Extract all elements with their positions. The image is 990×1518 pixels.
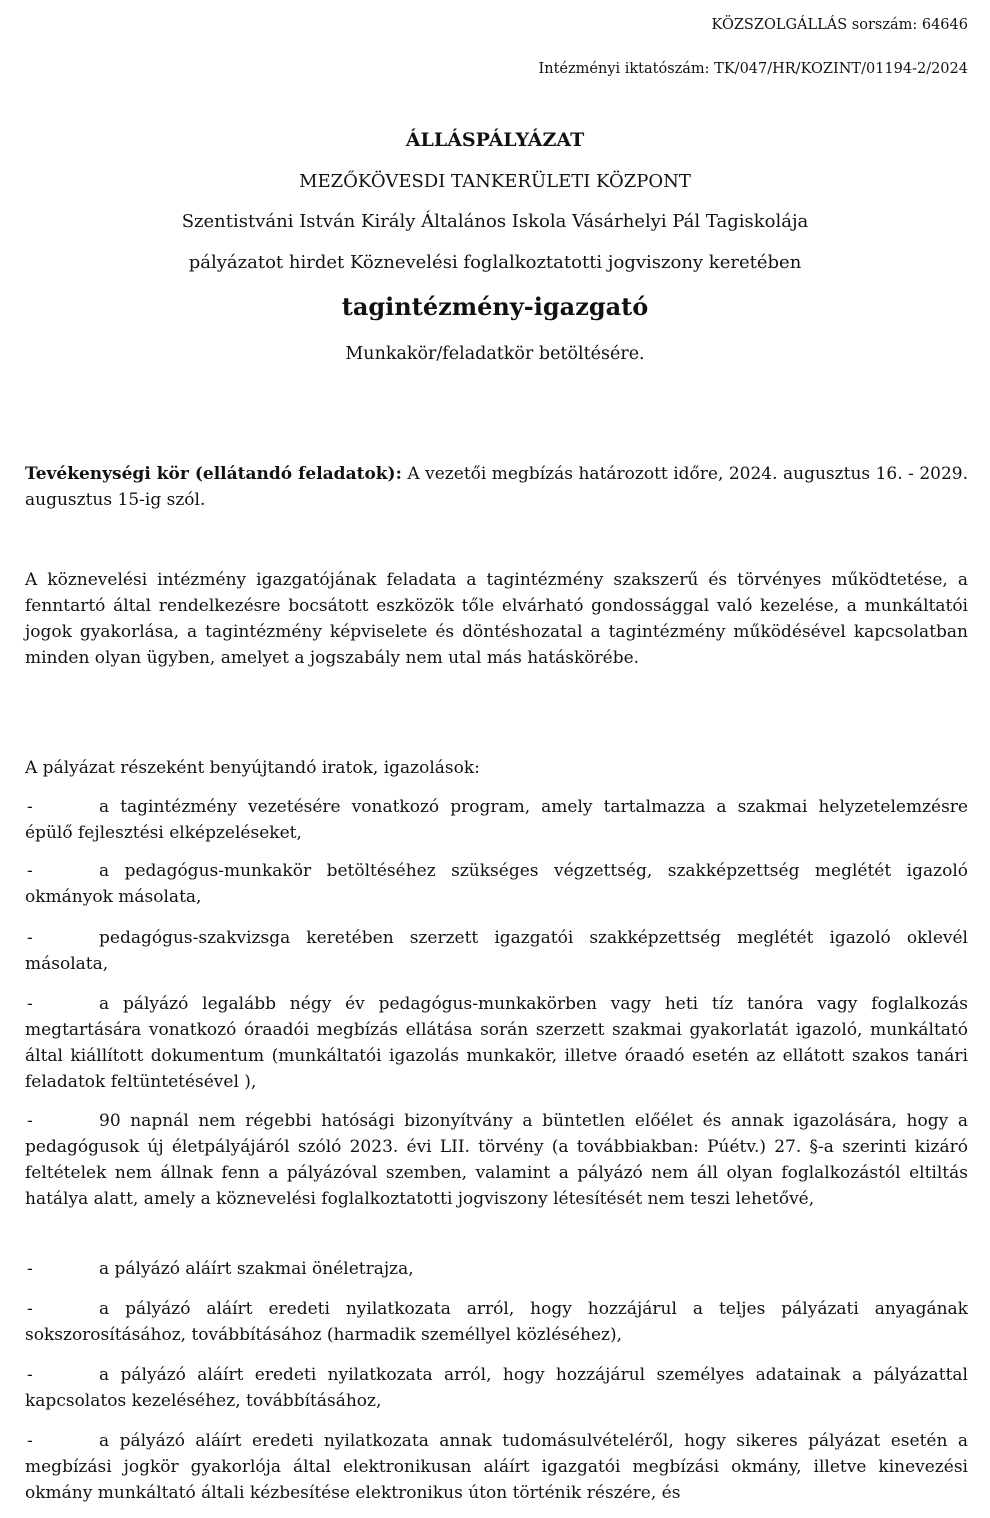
list-bullet: -	[27, 1259, 33, 1279]
list-bullet: -	[27, 1431, 33, 1451]
list-bullet: -	[27, 928, 33, 948]
list-bullet: -	[27, 1299, 33, 1319]
list-bullet: -	[27, 994, 33, 1014]
list-item: - a pedagógus-munkakör betöltéséhez szükséges végzettség, szakképzettség meglétét igazoló okmányok másolata,	[25, 858, 968, 910]
activity-paragraph	[25, 461, 968, 513]
position-title: tagintézmény-igazgató	[341, 292, 649, 321]
list-bullet: -	[27, 1365, 33, 1385]
registry-number: Intézményi iktatószám: TK/047/HR/KOZINT/01194-2/2024	[538, 61, 968, 77]
duties-paragraph: A köznevelési intézmény igazgatójának feladata a tagintézmény szakszerű és törvényes működtetése, a fenntartó által rendelkezésre bocsátott eszközök tőle elvárható gondossággal való kezelése, a munkáltatói jogok gyakorlása, a tagintézmény képviselete és döntéshozatal a tagintézmény működésével kapcsolatban minden olyan ügyben, amelyet a jogszabály nem utal más hatáskörébe.	[25, 570, 968, 668]
activity-text: A vezetői megbízás határozott időre, 2024. augusztus 16. - 2029. augusztus 15-ig szól.	[25, 464, 969, 510]
list-item: - a pályázó aláírt szakmai önéletrajza,	[25, 1256, 968, 1282]
list-bullet: -	[27, 1111, 33, 1131]
document-title: ÁLLÁSPÁLYÁZAT	[405, 129, 585, 151]
list-item: - a tagintézmény vezetésére vonatkozó program, amely tartalmazza a szakmai helyzetelemzésre épülő fejlesztési elképzeléseket,	[25, 794, 968, 846]
list-item: - a pályázó aláírt eredeti nyilatkozata arról, hogy hozzájárul a teljes pályázati anyagának sokszorosításához, továbbításához (harmadik személlyel közléséhez),	[25, 1296, 968, 1348]
activity-label: Tevékenységi kör (ellátandó feladatok):	[25, 464, 402, 484]
school-name: Szentistváni István Király Általános Iskola Vásárhelyi Pál Tagiskolája	[181, 211, 809, 232]
list-bullet: -	[27, 797, 33, 817]
list-item: - a pályázó aláírt eredeti nyilatkozata annak tudomásulvételéről, hogy sikeres pályázat esetén a megbízási jogkör gyakorlója által elektronikusan aláírt igazgatói megbízási okmány, illetve kinevezési okmány munkáltató általi kézbesítése elektronikus úton történik részére, és	[25, 1428, 968, 1506]
list-item: - a pályázó aláírt eredeti nyilatkozata arról, hogy hozzájárul személyes adatainak a pályázattal kapcsolatos kezeléséhez, továbbításához,	[25, 1362, 968, 1414]
documents-intro: A pályázat részeként benyújtandó iratok, igazolások:	[25, 758, 480, 778]
list-bullet: -	[27, 861, 33, 881]
list-item: - pedagógus-szakvizsga keretében szerzett igazgatói szakképzettség meglétét igazoló oklevél másolata,	[25, 925, 968, 977]
organization-name: MEZŐKÖVESDI TANKERÜLETI KÖZPONT	[299, 171, 691, 192]
announcement-number: KÖZSZOLGÁLLÁS sorszám: 64646	[711, 17, 968, 33]
position-purpose: Munkakör/feladatkör betöltésére.	[345, 344, 645, 364]
list-item: - 90 napnál nem régebbi hatósági bizonyítvány a büntetlen előélet és annak igazolására, hogy a pedagógusok új életpályájáról szóló 2023. évi LII. törvény (a továbbiakban: Púétv.) 27. §-a szerinti kizáró feltételek nem állnak fenn a pályázóval szemben, valamint a pályázó nem áll olyan foglalkozástól eltiltás hatálya alatt, amely a köznevelési foglalkoztatotti jogviszony létesítését nem teszi lehetővé,	[25, 1108, 968, 1212]
list-item: - a pályázó legalább négy év pedagógus-munkakörben vagy heti tíz tanóra vagy foglalkozás megtartására vonatkozó óraadói megbízás ellátása során szerzett szakmai gyakorlatát igazoló, munkáltató által kiállított dokumentum (munkáltatói igazolás munkakör, illetve óraadó esetén az ellátott szakos tanári feladatok feltüntetésével ),	[25, 991, 968, 1095]
announcement-line: pályázatot hirdet Köznevelési foglalkoztatotti jogviszony keretében	[188, 252, 802, 273]
